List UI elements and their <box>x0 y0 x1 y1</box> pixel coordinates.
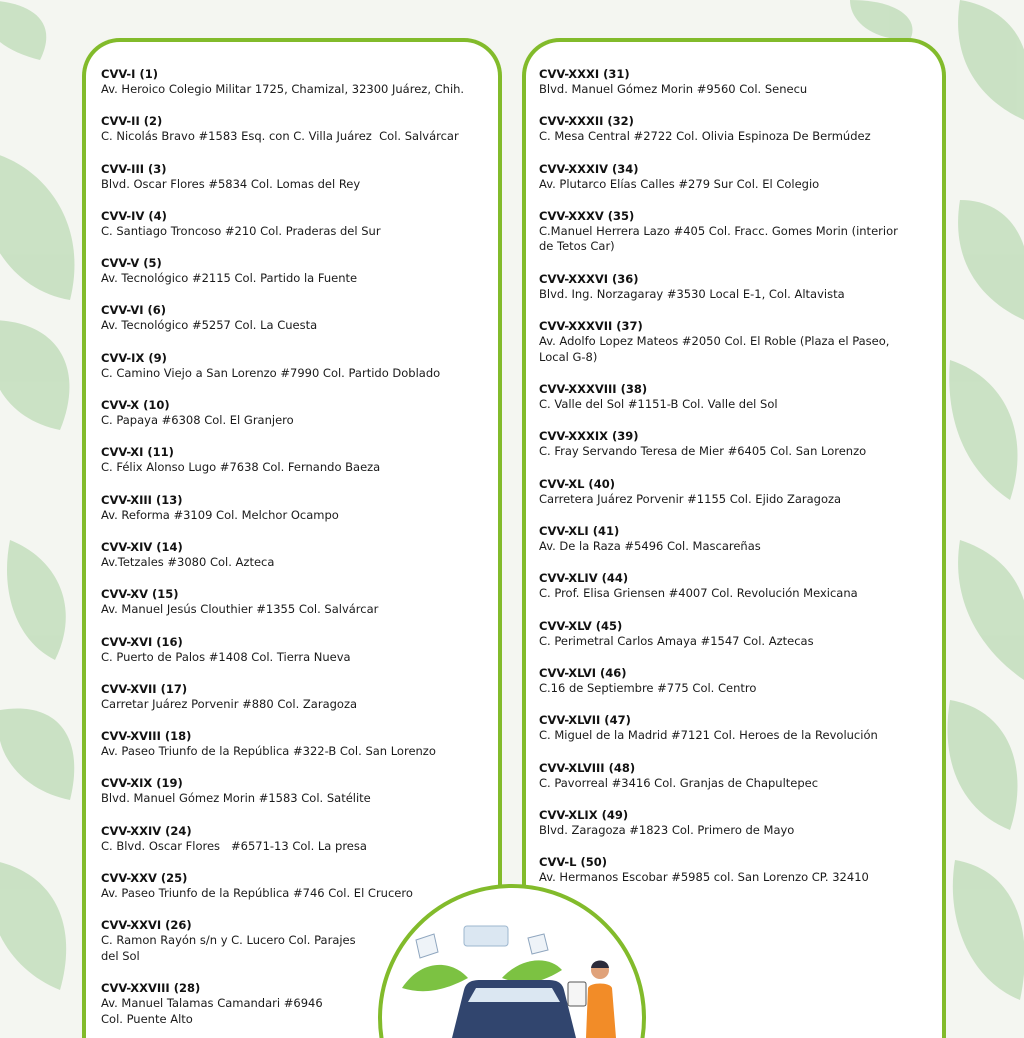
center-code: CVV-XXXVIII (38) <box>539 381 943 397</box>
center-code: CVV-XLV (45) <box>539 618 943 634</box>
center-entry <box>101 681 501 728</box>
center-entry <box>101 586 501 633</box>
center-entry <box>539 66 943 113</box>
center-address: C. Camino Viejo a San Lorenzo #7990 Col. Partido Doblado <box>101 366 501 382</box>
center-code: CVV-II (2) <box>101 113 501 129</box>
center-code: CVV-XLVI (46) <box>539 665 943 681</box>
center-entry <box>539 318 943 381</box>
center-code: CVV-X (10) <box>101 397 501 413</box>
center-code: CVV-XXXIV (34) <box>539 161 943 177</box>
center-code: CVV-IX (9) <box>101 350 501 366</box>
center-address: C.16 de Septiembre #775 Col. Centro <box>539 681 943 697</box>
right-center-list <box>539 66 943 901</box>
center-code: CVV-III (3) <box>101 161 501 177</box>
center-code: CVV-XXXII (32) <box>539 113 943 129</box>
center-entry <box>539 476 943 523</box>
center-code: CVV-XV (15) <box>101 586 501 602</box>
center-entry <box>539 712 943 759</box>
clipboard-icon <box>568 982 586 1006</box>
center-address: C. Mesa Central #2722 Col. Olivia Espinoza De Bermúdez <box>539 129 943 145</box>
center-address: Av. Tecnológico #5257 Col. La Cuesta <box>101 318 501 334</box>
center-code: CVV-XL (40) <box>539 476 943 492</box>
center-address: Av.Tetzales #3080 Col. Azteca <box>101 555 501 571</box>
center-entry <box>101 302 501 349</box>
center-code: CVV-XLVII (47) <box>539 712 943 728</box>
center-address: Blvd. Zaragoza #1823 Col. Primero de Mayo <box>539 823 943 839</box>
center-code: CVV-XXXIX (39) <box>539 428 943 444</box>
center-address: C. Ramon Rayón s/n y C. Lucero Col. Parajes del Sol <box>101 933 501 964</box>
center-entry <box>101 255 501 302</box>
center-code: CVV-IV (4) <box>101 208 501 224</box>
leaf-shape <box>949 360 1017 500</box>
center-code: CVV-XIII (13) <box>101 492 501 508</box>
center-entry <box>539 618 943 665</box>
center-address: Blvd. Manuel Gómez Morin #1583 Col. Satélite <box>101 791 501 807</box>
center-address: Av. Reforma #3109 Col. Melchor Ocampo <box>101 508 501 524</box>
center-address: Av. Plutarco Elías Calles #279 Sur Col. El Colegio <box>539 177 943 193</box>
leaf-shape <box>948 700 1018 830</box>
center-code: CVV-XXXVI (36) <box>539 271 943 287</box>
center-code: CVV-XVI (16) <box>101 634 501 650</box>
leaf-shape <box>958 200 1024 320</box>
center-address: C. Miguel de la Madrid #7121 Col. Heroes de la Revolución <box>539 728 943 744</box>
center-address: Blvd. Ing. Norzagaray #3530 Local E-1, Col. Altavista <box>539 287 943 303</box>
building-icon <box>464 926 508 946</box>
center-address: C. Valle del Sol #1151-B Col. Valle del Sol <box>539 397 943 413</box>
center-entry <box>539 665 943 712</box>
center-address: C. Pavorreal #3416 Col. Granjas de Chapultepec <box>539 776 943 792</box>
center-code: CVV-I (1) <box>101 66 501 82</box>
center-address: Carretera Juárez Porvenir #1155 Col. Ejido Zaragoza <box>539 492 943 508</box>
center-address: C. Santiago Troncoso #210 Col. Praderas del Sur <box>101 224 501 240</box>
leaf-shape <box>850 0 913 40</box>
leaf-shape <box>0 0 46 60</box>
center-address: C. Fray Servando Teresa de Mier #6405 Col. San Lorenzo <box>539 444 943 460</box>
center-entry <box>539 428 943 475</box>
center-entry <box>101 208 501 255</box>
leaf-shape <box>7 540 66 660</box>
center-entry <box>101 823 501 870</box>
center-code: CVV-XLIX (49) <box>539 807 943 823</box>
center-entry <box>539 208 943 271</box>
center-entry <box>101 350 501 397</box>
center-address: Blvd. Manuel Gómez Morin #9560 Col. Senecu <box>539 82 943 98</box>
document-icon <box>528 934 548 954</box>
center-code: CVV-XLIV (44) <box>539 570 943 586</box>
center-entry <box>539 271 943 318</box>
center-entry <box>101 161 501 208</box>
center-address: C. Puerto de Palos #1408 Col. Tierra Nueva <box>101 650 501 666</box>
center-entry <box>101 66 501 113</box>
center-entry <box>539 161 943 208</box>
leaf-shape <box>0 708 74 800</box>
center-entry <box>539 523 943 570</box>
center-entry <box>539 570 943 617</box>
center-address: C. Blvd. Oscar Flores #6571-13 Col. La presa <box>101 839 501 855</box>
leaf-shape <box>0 320 69 430</box>
center-address: Av. Adolfo Lopez Mateos #2050 Col. El Roble (Plaza el Paseo, Local G-8) <box>539 334 943 365</box>
center-code: CVV-XI (11) <box>101 444 501 460</box>
inspector-body <box>586 984 616 1038</box>
center-address: Av. De la Raza #5496 Col. Mascareñas <box>539 539 943 555</box>
center-code: CVV-L (50) <box>539 854 943 870</box>
center-entry <box>539 381 943 428</box>
center-code: CVV-XXVI (26) <box>101 917 501 933</box>
center-address: C. Papaya #6308 Col. El Granjero <box>101 413 501 429</box>
center-code: CVV-XIX (19) <box>101 775 501 791</box>
center-entry <box>101 775 501 822</box>
center-entry <box>539 807 943 854</box>
center-code: CVV-V (5) <box>101 255 501 271</box>
center-address: C. Perimetral Carlos Amaya #1547 Col. Aztecas <box>539 634 943 650</box>
center-entry <box>101 444 501 491</box>
center-code: CVV-XXXVII (37) <box>539 318 943 334</box>
center-address: Av. Hermanos Escobar #5985 col. San Lorenzo CP. 32410 <box>539 870 943 886</box>
center-entry <box>539 760 943 807</box>
leaf-shape <box>0 860 66 990</box>
center-code: CVV-XXVIII (28) <box>101 980 501 996</box>
center-entry <box>101 539 501 586</box>
center-code: CVV-XXIV (24) <box>101 823 501 839</box>
leaf-shape <box>953 860 1024 1000</box>
car-windshield <box>468 988 560 1002</box>
center-address: Av. Heroico Colegio Militar 1725, Chamizal, 32300 Juárez, Chih. <box>101 82 501 98</box>
center-entry <box>539 113 943 160</box>
center-code: CVV-XXV (25) <box>101 870 501 886</box>
center-address: Carretar Juárez Porvenir #880 Col. Zaragoza <box>101 697 501 713</box>
leaf-shape <box>958 540 1024 680</box>
center-entry <box>101 113 501 160</box>
center-address: C. Prof. Elisa Griensen #4007 Col. Revolución Mexicana <box>539 586 943 602</box>
center-address: Av. Tecnológico #2115 Col. Partido la Fuente <box>101 271 501 287</box>
center-code: CVV-XLVIII (48) <box>539 760 943 776</box>
center-entry <box>101 397 501 444</box>
center-address: Blvd. Oscar Flores #5834 Col. Lomas del Rey <box>101 177 501 193</box>
center-entry <box>101 728 501 775</box>
center-address: Av. Manuel Jesús Clouthier #1355 Col. Salvárcar <box>101 602 501 618</box>
center-code: CVV-XVII (17) <box>101 681 501 697</box>
center-code: CVV-XLI (41) <box>539 523 943 539</box>
car-inspection-illustration <box>372 878 652 1038</box>
center-code: CVV-XIV (14) <box>101 539 501 555</box>
center-address: Av. Paseo Triunfo de la República #746 Col. El Crucero <box>101 886 501 902</box>
center-code: CVV-XVIII (18) <box>101 728 501 744</box>
center-address: C.Manuel Herrera Lazo #405 Col. Fracc. Gomes Morin (interior de Tetos Car) <box>539 224 943 255</box>
center-code: CVV-XXXI (31) <box>539 66 943 82</box>
center-address: C. Nicolás Bravo #1583 Esq. con C. Villa Juárez Col. Salvárcar <box>101 129 501 145</box>
center-entry <box>101 492 501 539</box>
center-entry <box>101 634 501 681</box>
leaf-shape <box>0 150 74 300</box>
center-address: Av. Paseo Triunfo de la República #322-B Col. San Lorenzo <box>101 744 501 760</box>
center-code: CVV-VI (6) <box>101 302 501 318</box>
leaf-shape <box>958 0 1024 120</box>
center-code: CVV-XXXV (35) <box>539 208 943 224</box>
center-address: Av. Manuel Talamas Camandari #6946 Col. Puente Alto <box>101 996 501 1027</box>
center-address: C. Félix Alonso Lugo #7638 Col. Fernando Baeza <box>101 460 501 476</box>
